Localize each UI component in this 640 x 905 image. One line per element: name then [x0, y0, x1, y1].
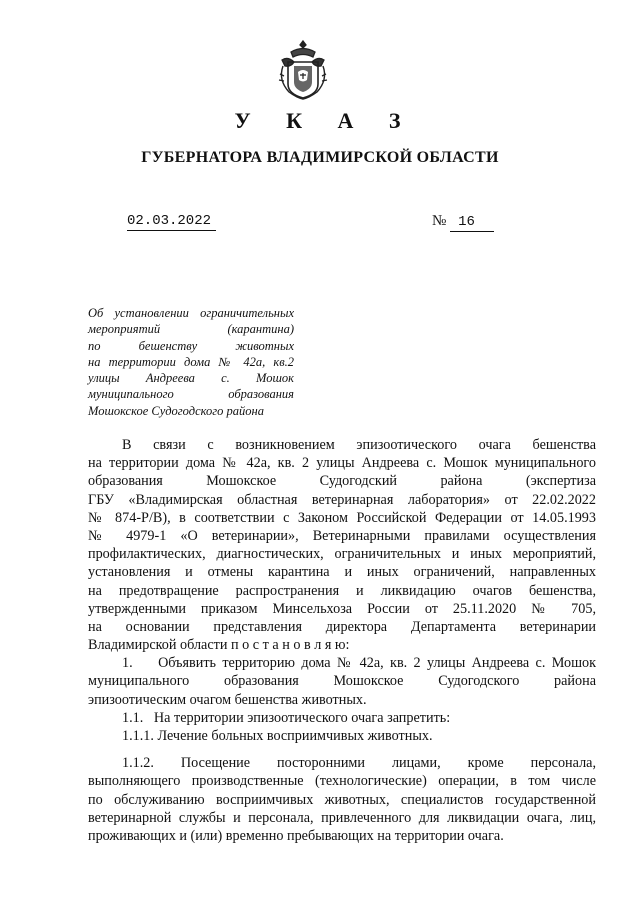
- item-1-line: 1. Объявить территорию дома № 42а, кв. 2 улицы Андреева с. Мошок: [122, 655, 596, 672]
- document-subject: [88, 305, 294, 419]
- item-1-1-1: 1.1.1. Лечение больных восприимчивых животных.: [122, 728, 433, 744]
- document-date: 02.03.2022: [127, 213, 216, 231]
- document-subtitle: ГУБЕРНАТОРА ВЛАДИМИРСКОЙ ОБЛАСТИ: [141, 149, 499, 166]
- subject-line: на территории дома № 42а, кв.2: [88, 354, 294, 369]
- document-number-block: [432, 213, 494, 232]
- subject-line: муниципального образования: [88, 387, 294, 402]
- item-1-line: муниципального образования Мошокское Судогодского района: [88, 673, 596, 690]
- preamble-line: на территории дома № 42а, кв. 2 улицы Андреева с. Мошок муниципального: [88, 455, 596, 472]
- item-1-line: эпизоотическим очагом бешенства животных.: [88, 691, 367, 708]
- item-1-1-2-line: 1.1.2. Посещение посторонними лицами, кроме персонала,: [122, 755, 596, 772]
- paragraph-gap: [88, 745, 596, 754]
- preamble-line: утвержденными приказом Минсельхоза России от 25.11.2020 № 705,: [88, 600, 596, 617]
- preamble-line: на предотвращение распространения и ликвидацию очагов бешенства,: [88, 582, 596, 599]
- preamble-line: установления и отмены карантина и иных ограничений, направленных: [88, 564, 596, 581]
- subject-line: улицы Андреева с. Мошок: [88, 371, 294, 386]
- item-1-1-2-line: выполняющего производственные (технологические) операции, в том числе: [88, 773, 596, 790]
- preamble-line: профилактических, диагностических, ограничительных и иных мероприятий,: [88, 546, 596, 563]
- number-label: №: [432, 213, 447, 229]
- item-1-1: 1.1. На территории эпизоотического очага запретить:: [122, 709, 451, 726]
- document-title: У К А З: [234, 108, 416, 133]
- preamble-line: № 4979-1 «О ветеринарии», Ветеринарными правилами осуществления: [88, 527, 596, 544]
- subject-line: Мошокское Судогодского района: [88, 403, 264, 418]
- document-body: [88, 436, 596, 845]
- preamble-line: Владимирской области п о с т а н о в л я ю:: [88, 637, 350, 654]
- preamble-line: образования Мошокское Судогодский района (экспертиза: [88, 473, 596, 490]
- preamble-line: ГБУ «Владимирская областная ветеринарная лаборатория» от 22.02.2022: [88, 491, 596, 508]
- subject-line: мероприятий (карантина): [88, 322, 294, 337]
- item-1-1-2-line: по обслуживанию восприимчивых животных, специалистов государственной: [88, 791, 596, 808]
- item-1-1-2-line: проживающих и (или) временно пребывающих на территории очага.: [88, 827, 504, 844]
- subject-line: по бешенству животных: [88, 338, 294, 353]
- preamble-line: В связи с возникновением эпизоотического очага бешенства: [122, 437, 596, 453]
- document-number: 16: [450, 214, 494, 232]
- item-1-1-2-line: ветеринарной службы и персонала, привлеченного для ликвидации очага, лиц,: [88, 809, 596, 826]
- subject-line: Об установлении ограничительных: [88, 306, 294, 320]
- preamble-line: № 874-Р/В), в соответствии с Законом Российской Федерации от 14.05.1993: [88, 509, 596, 526]
- preamble-line: на основании представления директора Департамента ветеринарии: [88, 618, 596, 635]
- coat-of-arms-emblem: [274, 38, 332, 102]
